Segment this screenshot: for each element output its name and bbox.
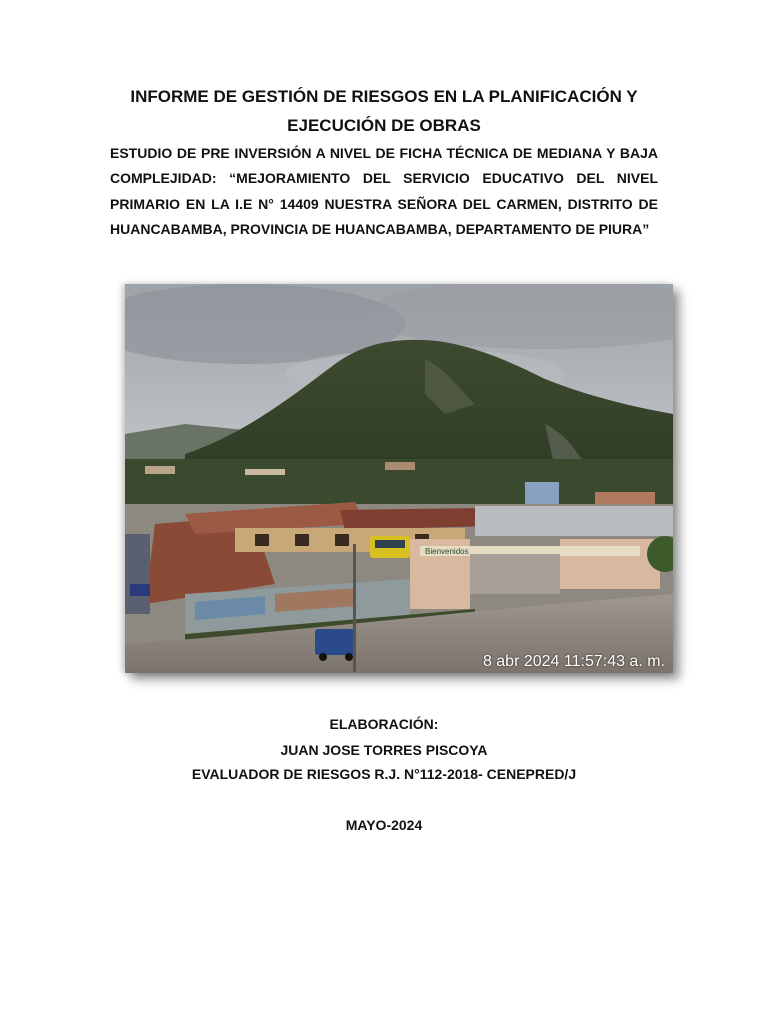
gate-sign-text: Bienvenidos [425, 547, 469, 556]
elaboration-label: ELABORACIÓN: [329, 716, 439, 732]
document-date: MAYO-2024 [345, 817, 423, 833]
author-role: EVALUADOR DE RIESGOS R.J. N°112-2018- CENEPRED/J [191, 766, 577, 782]
cover-photo [125, 284, 673, 673]
document-subtitle: ESTUDIO DE PRE INVERSIÓN A NIVEL DE FICHA TÉCNICA DE MEDIANA Y BAJA COMPLEJIDAD: “MEJORAMIENTO DEL SERVICIO EDUCATIVO DEL NIVEL PRIMARIO EN LA I.E N° 14409 NUESTRA SEÑORA DEL CARMEN, DISTRITO DE HUANCABAMBA, PROVINCIA DE HUANCABAMBA, DEPARTAMENTO DE PIURA” [110, 145, 658, 237]
photo-timestamp: 8 abr 2024 11:57:43 a. m. [482, 653, 665, 670]
author-name: JUAN JOSE TORRES PISCOYA [280, 742, 488, 758]
document-title-line2: EJECUCIÓN DE OBRAS [287, 116, 481, 135]
document-title-line1: INFORME DE GESTIÓN DE RIESGOS EN LA PLANIFICACIÓN Y [130, 87, 638, 106]
